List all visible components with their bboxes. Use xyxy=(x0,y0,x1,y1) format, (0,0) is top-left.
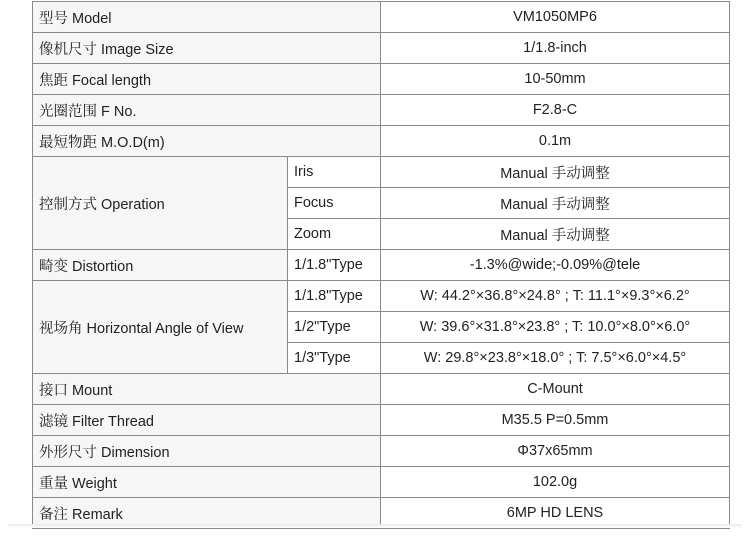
model-value: VM1050MP6 xyxy=(381,2,730,33)
image-size-label: 像机尺寸 Image Size xyxy=(33,33,381,64)
mount-value: C-Mount xyxy=(381,374,730,405)
angle-of-view-sub: 1/3"Type xyxy=(288,343,381,374)
image-size-value: 1/1.8-inch xyxy=(381,33,730,64)
operation-value: Manual 手动调整 xyxy=(381,188,730,219)
distortion-sub: 1/1.8"Type xyxy=(288,250,381,281)
operation-value: Manual 手动调整 xyxy=(381,157,730,188)
f-no-label: 光圈范围 F No. xyxy=(33,95,381,126)
row-distortion xyxy=(33,250,730,281)
operation-value: Manual 手动调整 xyxy=(381,219,730,250)
row-angle-1-1-8 xyxy=(33,281,730,312)
mount-label: 接口 Mount xyxy=(33,374,381,405)
mod-value: 0.1m xyxy=(381,126,730,157)
weight-label: 重量 Weight xyxy=(33,467,381,498)
model-label: 型号 Model xyxy=(33,2,381,33)
operation-sub: Zoom xyxy=(288,219,381,250)
distortion-label: 畸变 Distortion xyxy=(33,250,288,281)
row-image-size xyxy=(33,33,730,64)
mod-label: 最短物距 M.O.D(m) xyxy=(33,126,381,157)
row-weight xyxy=(33,467,730,498)
angle-of-view-label: 视场角 Horizontal Angle of View xyxy=(33,281,288,374)
row-mount xyxy=(33,374,730,405)
weight-value: 102.0g xyxy=(381,467,730,498)
row-model xyxy=(33,2,730,33)
f-no-value: F2.8-C xyxy=(381,95,730,126)
row-focal-length xyxy=(33,64,730,95)
remark-label: 备注 Remark xyxy=(33,498,381,529)
angle-of-view-value: W: 39.6°×31.8°×23.8° ; T: 10.0°×8.0°×6.0° xyxy=(381,312,730,343)
dimension-label: 外形尺寸 Dimension xyxy=(33,436,381,467)
row-filter-thread xyxy=(33,405,730,436)
operation-sub: Focus xyxy=(288,188,381,219)
spec-table xyxy=(32,1,730,529)
operation-label: 控制方式 Operation xyxy=(33,157,288,250)
angle-of-view-value: W: 44.2°×36.8°×24.8° ; T: 11.1°×9.3°×6.2° xyxy=(381,281,730,312)
distortion-value: -1.3%@wide;-0.09%@tele xyxy=(381,250,730,281)
dimension-value: Φ37x65mm xyxy=(381,436,730,467)
row-f-no xyxy=(33,95,730,126)
remark-value: 6MP HD LENS xyxy=(381,498,730,529)
focal-length-value: 10-50mm xyxy=(381,64,730,95)
angle-of-view-sub: 1/1.8"Type xyxy=(288,281,381,312)
operation-sub: Iris xyxy=(288,157,381,188)
angle-of-view-value: W: 29.8°×23.8°×18.0° ; T: 7.5°×6.0°×4.5° xyxy=(381,343,730,374)
focal-length-label: 焦距 Focal length xyxy=(33,64,381,95)
page-bottom-shadow xyxy=(8,524,742,528)
filter-thread-label: 滤镜 Filter Thread xyxy=(33,405,381,436)
row-operation-iris xyxy=(33,157,730,188)
filter-thread-value: M35.5 P=0.5mm xyxy=(381,405,730,436)
row-mod xyxy=(33,126,730,157)
row-dimension xyxy=(33,436,730,467)
angle-of-view-sub: 1/2"Type xyxy=(288,312,381,343)
